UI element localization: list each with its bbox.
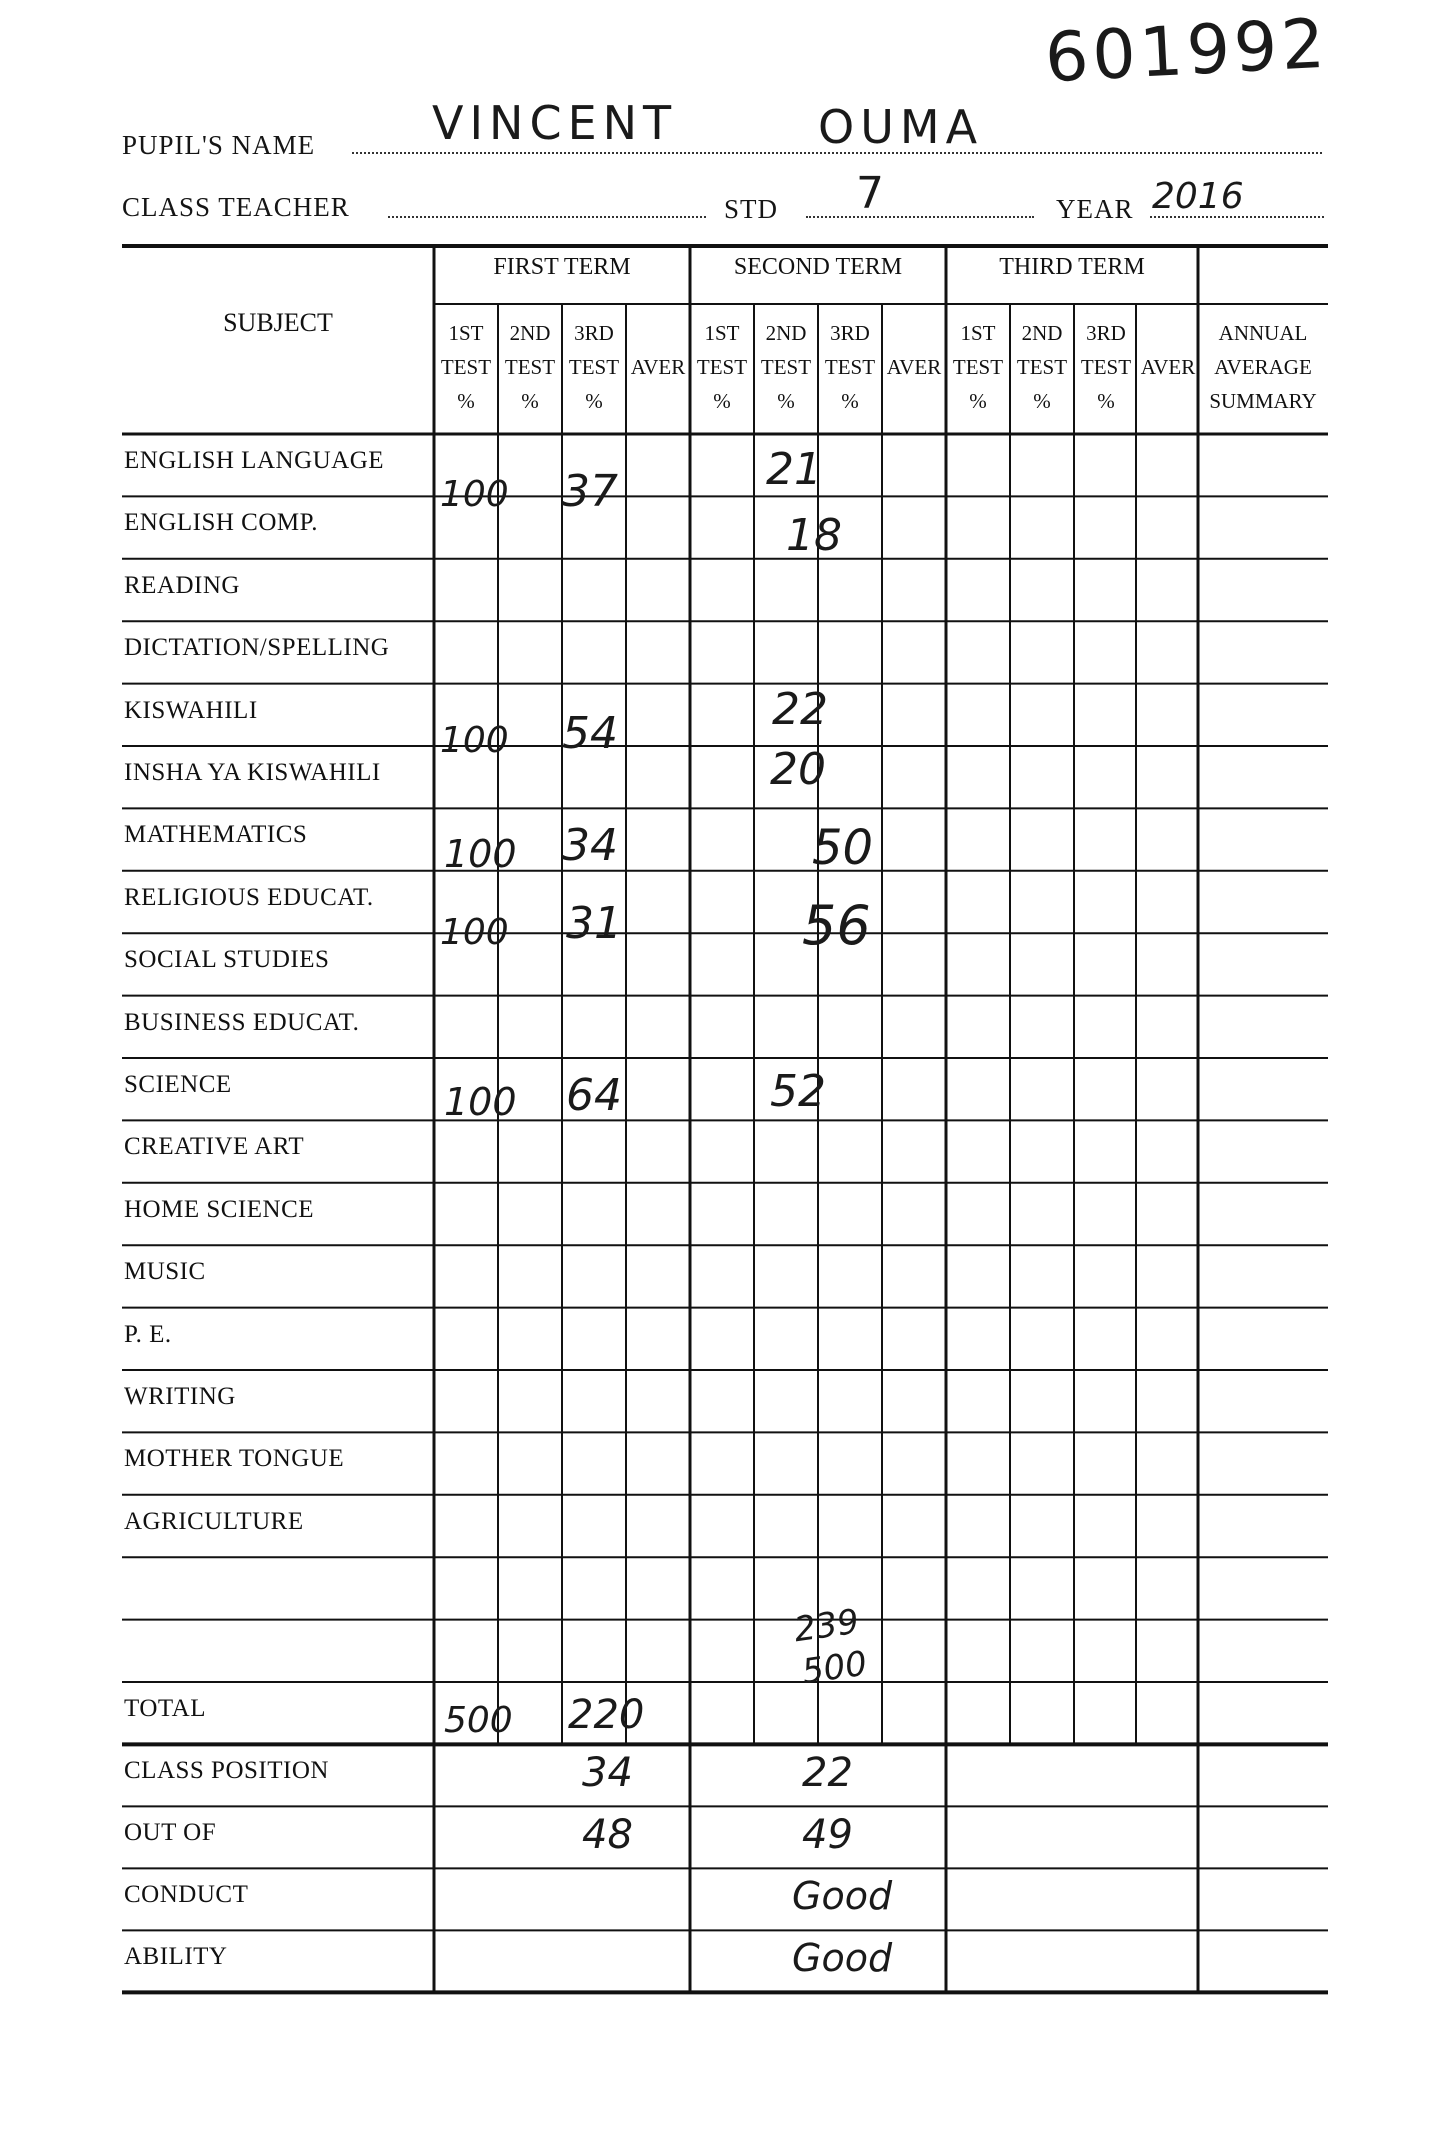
test-header-line: % <box>1033 389 1051 413</box>
test-header-line: 2ND <box>765 321 807 345</box>
term-header: THIRD TERM <box>999 254 1145 280</box>
class-teacher-line <box>388 216 706 218</box>
subject-label: DICTATION/SPELLING <box>124 634 390 662</box>
test-column-header <box>562 316 626 418</box>
test-column-header <box>882 350 946 384</box>
subject-label: MUSIC <box>124 1258 206 1286</box>
t2-class-position: 22 <box>802 1750 853 1796</box>
subject-label: HOME SCIENCE <box>124 1195 315 1223</box>
test-column-header <box>1074 316 1138 418</box>
t2-english-comp: 18 <box>786 510 842 561</box>
year-label: YEAR <box>1056 194 1134 224</box>
t1-total-score: 220 <box>568 1692 645 1738</box>
test-header-line: % <box>713 389 731 413</box>
test-column-header <box>1010 316 1074 418</box>
t1-total-out-of: 500 <box>444 1700 513 1741</box>
pupil-first-name: VINCENT <box>432 96 678 150</box>
test-header-line: TEST <box>1016 355 1068 379</box>
subject-label: CREATIVE ART <box>124 1133 305 1161</box>
test-column-header <box>690 316 754 418</box>
test-header-line: 2ND <box>509 321 551 345</box>
test-header-line: TEST <box>568 355 620 379</box>
test-column-header <box>498 316 562 418</box>
t1-english-out-of: 100 <box>440 474 509 515</box>
pupil-last-name: OUMA <box>818 100 984 154</box>
test-header-line: % <box>777 389 795 413</box>
test-column-header <box>946 316 1010 418</box>
test-header-line: 1ST <box>960 321 996 345</box>
t2-conduct: Good <box>792 1874 893 1918</box>
t2-religious-social: 56 <box>802 894 871 957</box>
subject-label <box>124 1553 434 1615</box>
t1-mathematics-score: 34 <box>562 820 618 871</box>
test-header-line: % <box>521 389 539 413</box>
subject-column-header <box>122 306 434 340</box>
subject-label: BUSINESS EDUCAT. <box>124 1008 360 1036</box>
subject-label: INSHA YA KISWAHILI <box>124 759 381 786</box>
test-header-line: 3RD <box>830 321 870 345</box>
t1-kiswahili-out-of: 100 <box>440 720 509 761</box>
subject-label: KISWAHILI <box>124 696 258 724</box>
test-column-header <box>754 316 818 418</box>
t1-religious-social-out-of: 100 <box>440 912 509 953</box>
test-header-line: 2ND <box>1021 321 1063 345</box>
subject-label: MOTHER TONGUE <box>124 1445 345 1473</box>
t2-out-of: 49 <box>802 1812 853 1858</box>
test-header-line: 1ST <box>448 321 484 345</box>
test-column-header <box>434 316 498 418</box>
test-header-line: AVER <box>630 355 686 379</box>
subject-label: SOCIAL STUDIES <box>124 946 330 974</box>
test-column-header <box>818 316 882 418</box>
term-header: FIRST TERM <box>493 254 631 280</box>
test-header-line: % <box>1097 389 1115 413</box>
test-header-line: % <box>585 389 603 413</box>
t1-out-of: 48 <box>582 1812 633 1858</box>
t2-total-out-of: 500 <box>799 1643 870 1693</box>
t1-mathematics-out-of: 100 <box>444 832 517 876</box>
subject-label: ENGLISH LANGUAGE <box>124 447 385 474</box>
summary-label: CLASS POSITION <box>124 1757 329 1785</box>
annual-header-line-3: SUMMARY <box>1209 389 1317 413</box>
test-header-line: TEST <box>504 355 556 379</box>
summary-label: ABILITY <box>124 1943 228 1971</box>
t1-english-score: 37 <box>562 466 618 517</box>
t1-science-score: 64 <box>566 1070 622 1121</box>
test-header-line: 1ST <box>704 321 740 345</box>
test-header-line: TEST <box>696 355 748 379</box>
test-header-line: TEST <box>952 355 1004 379</box>
test-header-line: % <box>841 389 859 413</box>
test-header-line: % <box>457 389 475 413</box>
subject-label: P. E. <box>124 1320 172 1348</box>
test-header-line: AVER <box>1140 355 1196 379</box>
test-header-line: 3RD <box>574 321 614 345</box>
t2-insha-ya-kiswahili: 20 <box>770 744 826 795</box>
subject-label: MATHEMATICS <box>124 821 308 849</box>
pupil-name-label: PUPIL'S NAME <box>122 130 316 160</box>
subject-label: AGRICULTURE <box>124 1507 304 1535</box>
term-header: SECOND TERM <box>733 254 903 280</box>
subject-label: READING <box>124 571 240 599</box>
subject-label: ENGLISH COMP. <box>124 509 319 537</box>
std-line <box>806 216 1034 218</box>
test-header-line: 3RD <box>1086 321 1126 345</box>
test-column-header <box>1136 350 1200 384</box>
test-header-line: TEST <box>440 355 492 379</box>
test-header-line: TEST <box>760 355 812 379</box>
t1-religious-social-score: 31 <box>566 898 622 949</box>
t2-kiswahili: 22 <box>772 684 828 735</box>
subject-label: SCIENCE <box>124 1071 232 1098</box>
std-value: 7 <box>856 168 884 219</box>
summary-label: OUT OF <box>124 1819 217 1847</box>
t1-class-position: 34 <box>582 1750 633 1796</box>
year-value: 2016 <box>1152 176 1244 217</box>
annual-header-line-2: AVERAGE <box>1214 355 1312 379</box>
report-card-table <box>122 244 1328 1996</box>
test-header-line: TEST <box>824 355 876 379</box>
test-header-line: % <box>969 389 987 413</box>
subject-header-label: SUBJECT <box>223 308 333 337</box>
t1-science-out-of: 100 <box>444 1080 517 1124</box>
document-number: 601992 <box>1043 4 1331 99</box>
t2-ability: Good <box>792 1936 893 1980</box>
t1-kiswahili-score: 54 <box>562 708 618 759</box>
t2-mathematics: 50 <box>812 820 874 876</box>
subject-label: WRITING <box>124 1383 236 1410</box>
t2-total-score: 239 <box>791 1601 862 1651</box>
t2-science: 52 <box>770 1066 826 1117</box>
subject-label <box>124 1616 434 1678</box>
t2-english-language: 21 <box>766 444 822 495</box>
std-label: STD <box>724 194 779 224</box>
subject-label: TOTAL <box>124 1695 206 1722</box>
subject-label: RELIGIOUS EDUCAT. <box>124 883 374 911</box>
test-header-line: TEST <box>1080 355 1132 379</box>
class-teacher-label: CLASS TEACHER <box>122 192 350 222</box>
summary-label: CONDUCT <box>124 1881 249 1909</box>
test-header-line: AVER <box>886 355 942 379</box>
annual-average-summary-header <box>1198 316 1328 418</box>
annual-header-line-1: ANNUAL <box>1218 321 1308 345</box>
test-column-header <box>626 350 690 384</box>
